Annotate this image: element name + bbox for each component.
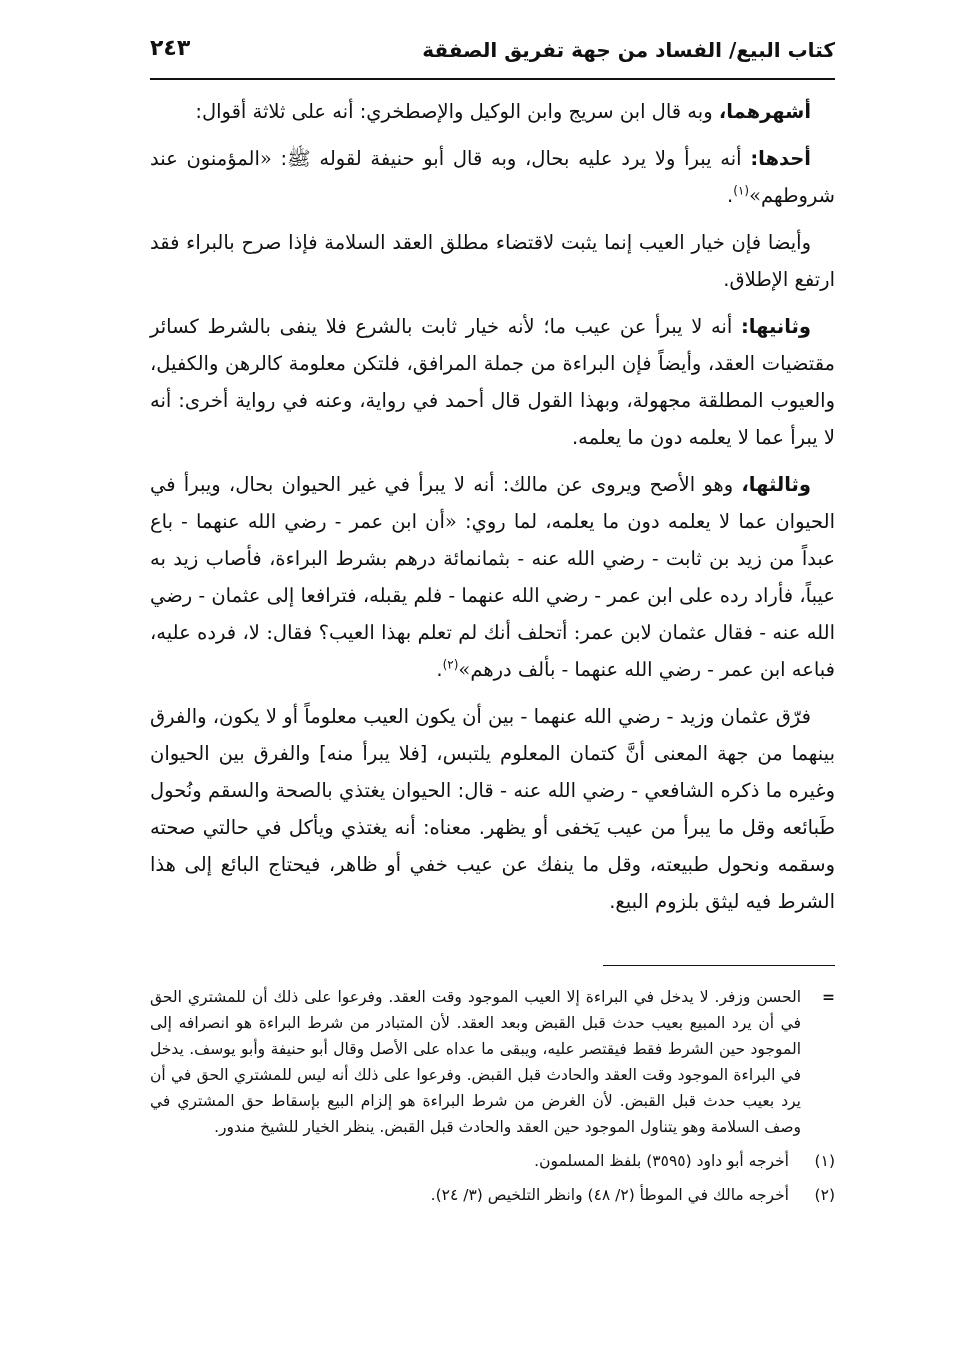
hadith-quote: «أن ابن عمر - رضي الله عنهما - باع عبداً من زيد بن ثابت - رضي الله عنه - بثمانمائة درهم بشرط البراءة، فأصاب زيد به عيباً، فأراد رده على ابن عمر - رضي الله عنهما - فلم يقبله، فترافعا إلى عثمان - رضي الله عنه - فقال عثمان لابن عمر: أتحلف أنك لم تعلم بهذا العيب؟ فقال: لا، فرده عليه، فباعه ابن عمر - رضي الله عنهما - بألف درهم»: [150, 510, 835, 681]
paragraph-text: أنه يبرأ ولا يرد عليه بحال، وبه قال أبو حنيفة لقوله ﷺ:: [271, 147, 751, 170]
paragraph-text: وأيضا فإن خيار العيب إنما يثبت لاقتضاء مطلق العقد السلامة فإذا صرح بالبراء فقد ارتفع الإطلاق.: [150, 231, 835, 291]
page-header: [150, 36, 835, 74]
paragraph-3: [150, 224, 835, 298]
footnote-rule: [603, 965, 835, 966]
paragraph-1: [150, 93, 835, 130]
footnote-ref-2[interactable]: (٢): [442, 657, 459, 672]
footnote-item: [150, 1148, 835, 1174]
footnote-continuation: [150, 984, 835, 1140]
footnote-ref-1[interactable]: (١): [733, 183, 750, 198]
footnote-item: [150, 1182, 835, 1208]
footnotes: [150, 984, 835, 1208]
paragraph-5: [150, 466, 835, 688]
page-number: ٢٤٣: [150, 36, 191, 61]
running-head: كتاب البيع/ الفساد من جهة تفريق الصفقة: [422, 38, 835, 62]
hadith-quote: «المؤمنون عند شروطهم»: [150, 147, 835, 207]
header-rule: [150, 78, 835, 80]
footnote-text: أخرجه مالك في الموطأ (٢/ ٤٨) وانظر التلخيص (٣/ ٢٤).: [430, 1186, 789, 1204]
paragraph-text: وبه قال ابن سريج وابن الوكيل والإصطخري: أنه على ثلاثة أقوال:: [195, 100, 719, 123]
footnote-text: أخرجه أبو داود (٣٥٩٥) بلفظ المسلمون.: [534, 1152, 789, 1170]
paragraph-lead: أحدها:: [750, 147, 811, 170]
paragraph-lead: وثانيها:: [740, 315, 811, 338]
paragraph-lead: أشهرهما،: [718, 100, 811, 123]
paragraph-tail: .: [727, 184, 734, 207]
paragraph-4: [150, 308, 835, 456]
paragraph-text: وهو الأصح ويروى عن مالك: أنه لا يبرأ في غير الحيوان بحال، ويبرأ في الحيوان عما لا يعلمه دون ما يعلمه، لما روي:: [150, 473, 835, 533]
paragraph-tail: .: [436, 658, 443, 681]
continuation-text: الحسن وزفر. لا يدخل في البراءة إلا العيب الموجود وقت العقد. وفرعوا على ذلك أن للمشتري الحق في أن يرد المبيع بعيب حدث قبل القبض وبعد العقد. لأن المتبادر من شرط البراءة هو انصرافه إلى الموجود حين الشرط فقط فيقتصر عليه، ويبقى ما عداه على الأصل وقال أبو حنيفة وأبو يوسف. يدخل في البراءة الموجود وقت العقد والحادث قبل القبض. وفرعوا على ذلك أنه ليس للمشتري الحق في أن يرد بعيب حدث قبل القبض. لأن الغرض من شرط البراءة هو إلزام البيع بإسقاط حق المشتري في وصف السلامة وهو يتناول الموجود حين العقد والحادث قبل القبض. ينظر الخيار للشيخ مندور.: [150, 988, 801, 1136]
paragraph-lead: وثالثها،: [741, 473, 811, 496]
footnote-number: (٢): [814, 1186, 835, 1204]
paragraph-2: [150, 140, 835, 214]
continuation-marker: =: [822, 988, 835, 1006]
paragraph-6: [150, 698, 835, 920]
footnote-number: (١): [814, 1152, 835, 1170]
paragraph-text: أنه لا يبرأ عن عيب ما؛ لأنه خيار ثابت بالشرع فلا ينفى بالشرط كسائر مقتضيات العقد، وأيضاً فإن البراءة من جملة المرافق، فلتكن معلومة كالرهن والكفيل، والعيوب المطلقة مجهولة، وبهذا القول قال أحمد في رواية، وعنه في رواية أخرى: أنه لا يبرأ عما لا يعلمه دون ما يعلمه.: [150, 315, 835, 449]
paragraph-text: فرّق عثمان وزيد - رضي الله عنهما - بين أن يكون العيب معلوماً أو لا يكون، والفرق بينهما من جهة المعنى أنَّ كتمان المعلوم يلتبس، [فلا يبرأ منه] والفرق بين الحيوان وغيره ما ذكره الشافعي - رضي الله عنه - قال: الحيوان يغتذي بالصحة والسقم ونُحول طَبائعه وقل ما يبرأ من عيب يَخفى أو يظهر. معناه: أنه يغتذي ويأكل في حالتي صحته وسقمه ونحول طبيعته، وقل ما ينفك عن عيب خفي أو ظاهر، فيحتاج البائع إلى هذا الشرط فيه ليثق بلزوم البيع.: [150, 705, 835, 913]
main-text: [150, 93, 835, 930]
